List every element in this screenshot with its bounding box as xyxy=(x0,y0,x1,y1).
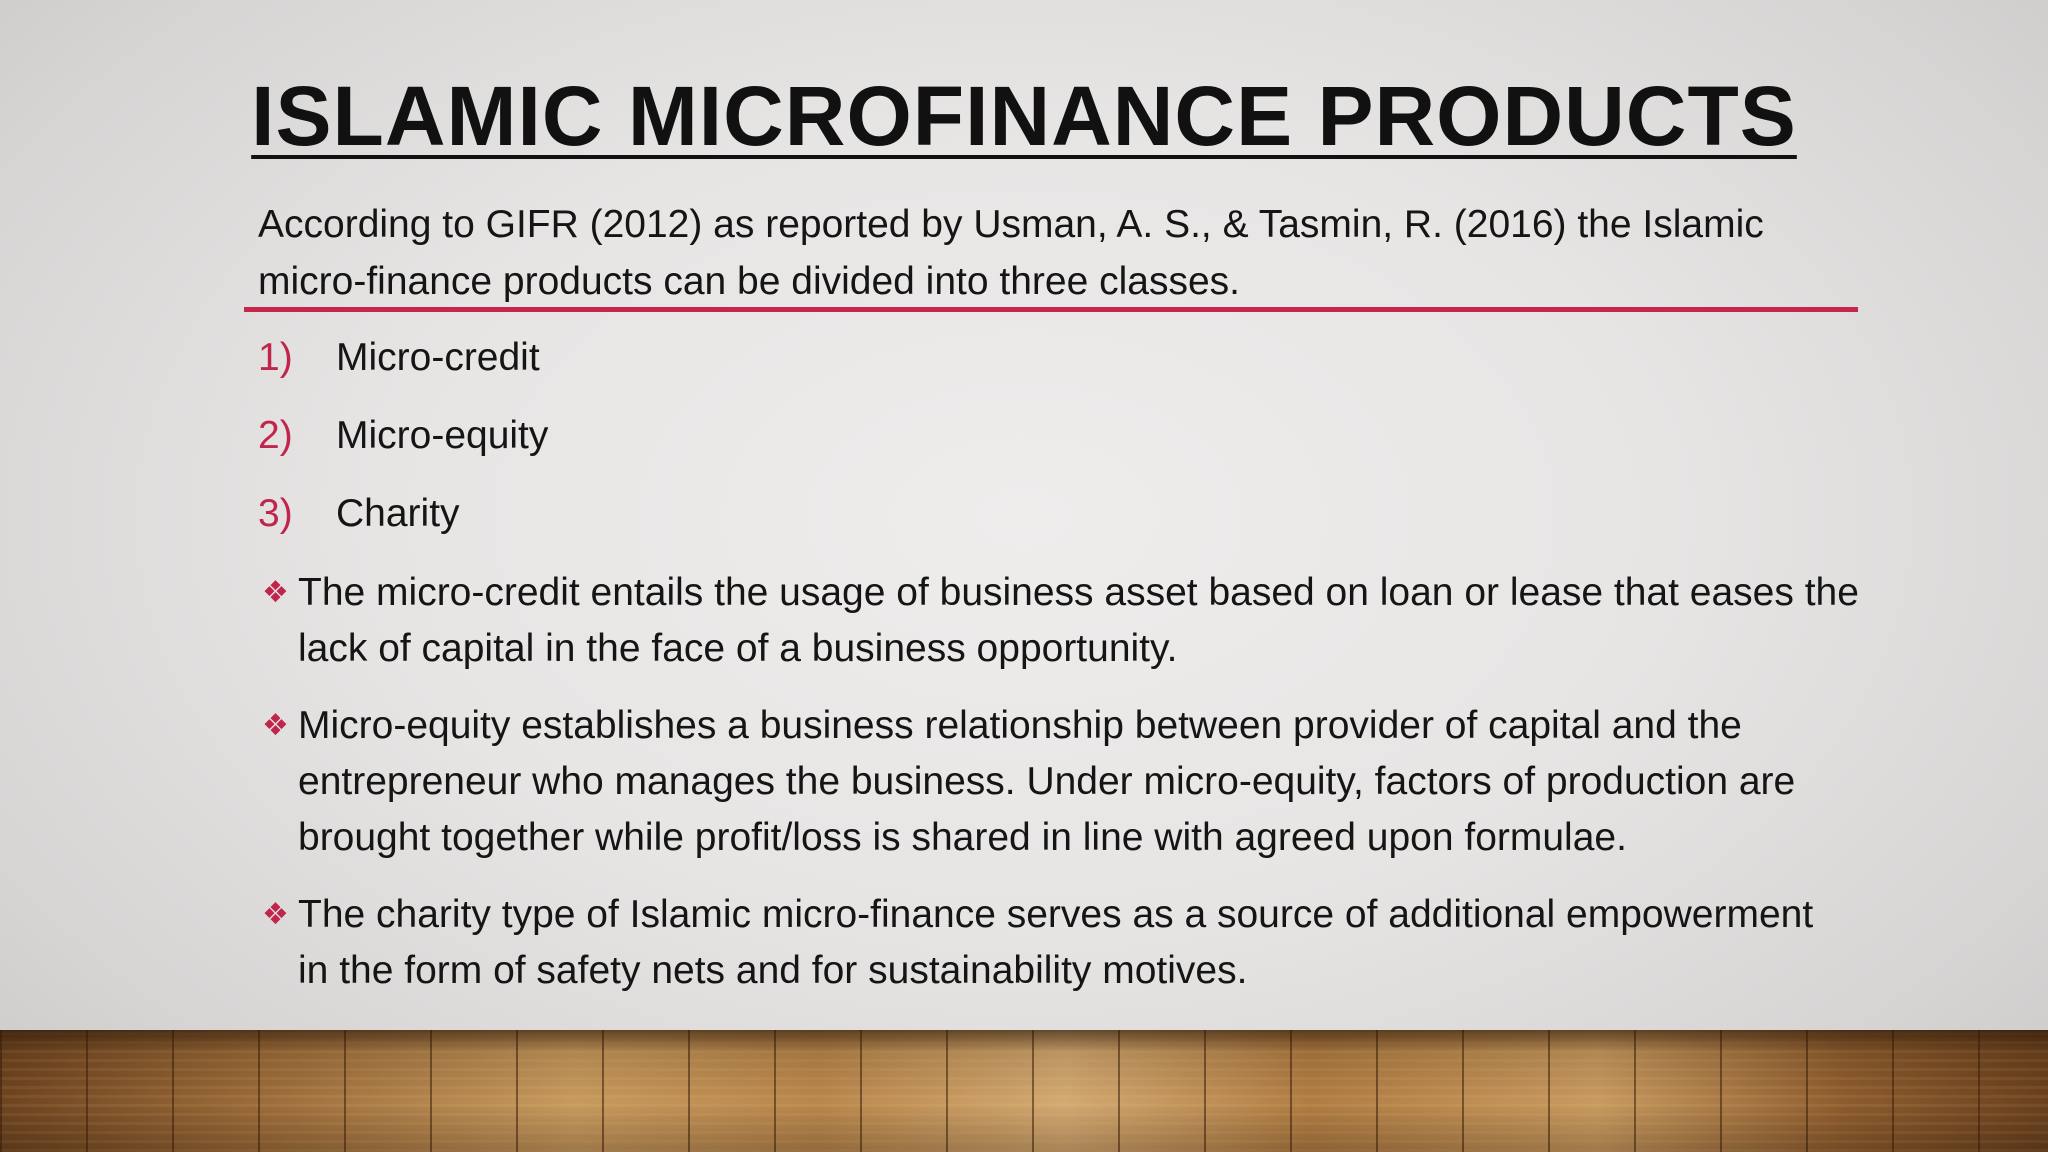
floor-shadow xyxy=(0,1030,2048,1152)
bullet-line: entrepreneur who manages the business. Under micro-equity, factors of production are xyxy=(298,760,1796,803)
bullet-line: lack of capital in the face of a business opportunity. xyxy=(298,627,1178,670)
bullet-line: The micro-credit entails the usage of business asset based on loan or lease that eases the xyxy=(298,571,1859,614)
bullet-line: The charity type of Islamic micro-finance serves as a source of additional empowerment xyxy=(298,893,1814,936)
list-number: 2) xyxy=(258,414,293,457)
accent-divider xyxy=(244,307,1858,312)
intro-paragraph xyxy=(258,196,1858,310)
intro-line: According to GIFR (2012) as reported by Usman, A. S., & Tasmin, R. (2016) the Islamic xyxy=(258,203,1764,246)
bullet-item xyxy=(262,565,1862,677)
list-number: 3) xyxy=(258,492,293,535)
slide-title-text: ISLAMIC MICROFINANCE PRODUCTS xyxy=(251,69,1797,163)
diamond-bullet-icon: ❖ xyxy=(262,575,289,610)
list-number: 1) xyxy=(258,336,293,379)
list-item-text: Micro-credit xyxy=(336,336,540,379)
bullet-line: brought together while profit/loss is shared in line with agreed upon formulae. xyxy=(298,816,1627,859)
diamond-bullet-icon: ❖ xyxy=(262,708,289,743)
bullet-list xyxy=(262,565,1862,1020)
list-item xyxy=(258,408,548,486)
list-item xyxy=(258,486,548,564)
list-item-text: Micro-equity xyxy=(336,414,549,457)
numbered-list xyxy=(258,330,548,564)
bullet-item xyxy=(262,887,1862,999)
bullet-line: in the form of safety nets and for sustainability motives. xyxy=(298,949,1248,992)
bullet-item xyxy=(262,698,1862,866)
diamond-bullet-icon: ❖ xyxy=(262,897,289,932)
list-item-text: Charity xyxy=(336,492,460,535)
intro-line: micro-finance products can be divided into three classes. xyxy=(258,260,1241,303)
slide-title xyxy=(0,66,2048,166)
list-item xyxy=(258,330,548,408)
bullet-line: Micro-equity establishes a business relationship between provider of capital and the xyxy=(298,704,1742,747)
